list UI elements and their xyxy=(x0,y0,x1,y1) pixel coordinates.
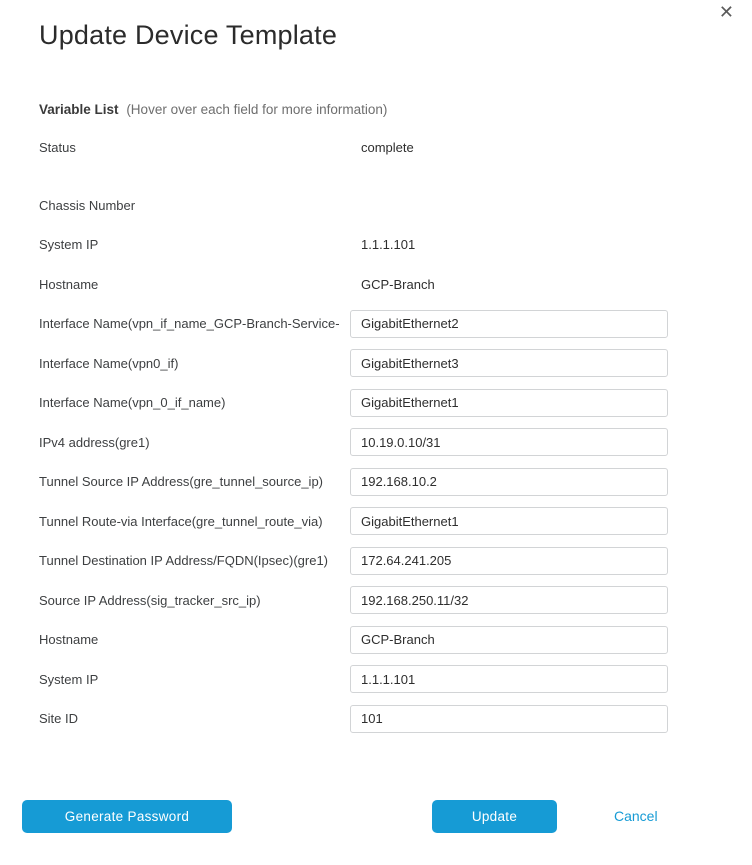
hostname-value: GCP-Branch xyxy=(361,276,435,292)
variable-list xyxy=(0,128,752,739)
variable-list-header xyxy=(39,102,387,117)
hostname-input[interactable] xyxy=(350,626,668,654)
close-icon[interactable]: ✕ xyxy=(718,2,734,23)
row-interface-name-service-vpn xyxy=(0,304,752,344)
chassis-number-label: Chassis Number xyxy=(39,197,136,213)
system-ip-input[interactable] xyxy=(350,665,668,693)
variable-list-heading: Variable List xyxy=(39,102,119,117)
system-ip-editable-label: System IP xyxy=(39,671,99,687)
tunnel-source-ip-label: Tunnel Source IP Address(gre_tunnel_source_ip) xyxy=(39,474,324,490)
hostname-label: Hostname xyxy=(39,276,99,292)
site-id-input[interactable] xyxy=(350,705,668,733)
source-ip-tracker-input[interactable] xyxy=(350,586,668,614)
generate-password-button[interactable]: Generate Password xyxy=(22,800,232,833)
interface-name-service-vpn-label: Interface Name(vpn_if_name_GCP-Branch-Service- xyxy=(39,316,340,332)
update-button[interactable]: Update xyxy=(432,800,557,833)
tunnel-destination-ip-label: Tunnel Destination IP Address/FQDN(Ipsec)(gre1) xyxy=(39,553,329,569)
site-id-label: Site ID xyxy=(39,711,79,727)
source-ip-tracker-label: Source IP Address(sig_tracker_src_ip) xyxy=(39,592,261,608)
interface-name-vpn0-if-label: Interface Name(vpn0_if) xyxy=(39,355,179,371)
system-ip-value: 1.1.1.101 xyxy=(361,237,416,253)
row-interface-name-vpn-0-if-name xyxy=(0,383,752,423)
system-ip-label: System IP xyxy=(39,237,99,253)
dialog-footer xyxy=(0,800,752,834)
tunnel-source-ip-input[interactable] xyxy=(350,468,668,496)
ipv4-address-gre1-input[interactable] xyxy=(350,428,668,456)
row-hostname xyxy=(0,265,752,305)
variable-list-hint: (Hover over each field for more information) xyxy=(126,102,388,117)
row-tunnel-route-via xyxy=(0,502,752,542)
ipv4-address-gre1-label: IPv4 address(gre1) xyxy=(39,434,150,450)
status-label: Status xyxy=(39,140,76,156)
tunnel-route-via-label: Tunnel Route-via Interface(gre_tunnel_route_via) xyxy=(39,513,323,529)
status-value: complete xyxy=(361,140,414,156)
row-tunnel-destination-ip xyxy=(0,541,752,581)
cancel-button[interactable]: Cancel xyxy=(614,808,658,824)
tunnel-destination-ip-input[interactable] xyxy=(350,547,668,575)
row-source-ip-tracker xyxy=(0,581,752,621)
row-site-id xyxy=(0,699,752,739)
row-chassis-number xyxy=(0,186,752,226)
page-title: Update Device Template xyxy=(39,20,338,50)
row-hostname-editable xyxy=(0,620,752,660)
row-interface-name-vpn0-if xyxy=(0,344,752,384)
row-status xyxy=(0,128,752,168)
tunnel-route-via-input[interactable] xyxy=(350,507,668,535)
row-system-ip xyxy=(0,225,752,265)
interface-name-vpn0-if-input[interactable] xyxy=(350,349,668,377)
row-tunnel-source-ip xyxy=(0,462,752,502)
row-system-ip-editable xyxy=(0,660,752,700)
interface-name-vpn-0-if-name-input[interactable] xyxy=(350,389,668,417)
hostname-editable-label: Hostname xyxy=(39,632,99,648)
row-ipv4-address-gre1 xyxy=(0,423,752,463)
interface-name-vpn-0-if-name-label: Interface Name(vpn_0_if_name) xyxy=(39,395,226,411)
interface-name-service-vpn-input[interactable] xyxy=(350,310,668,338)
